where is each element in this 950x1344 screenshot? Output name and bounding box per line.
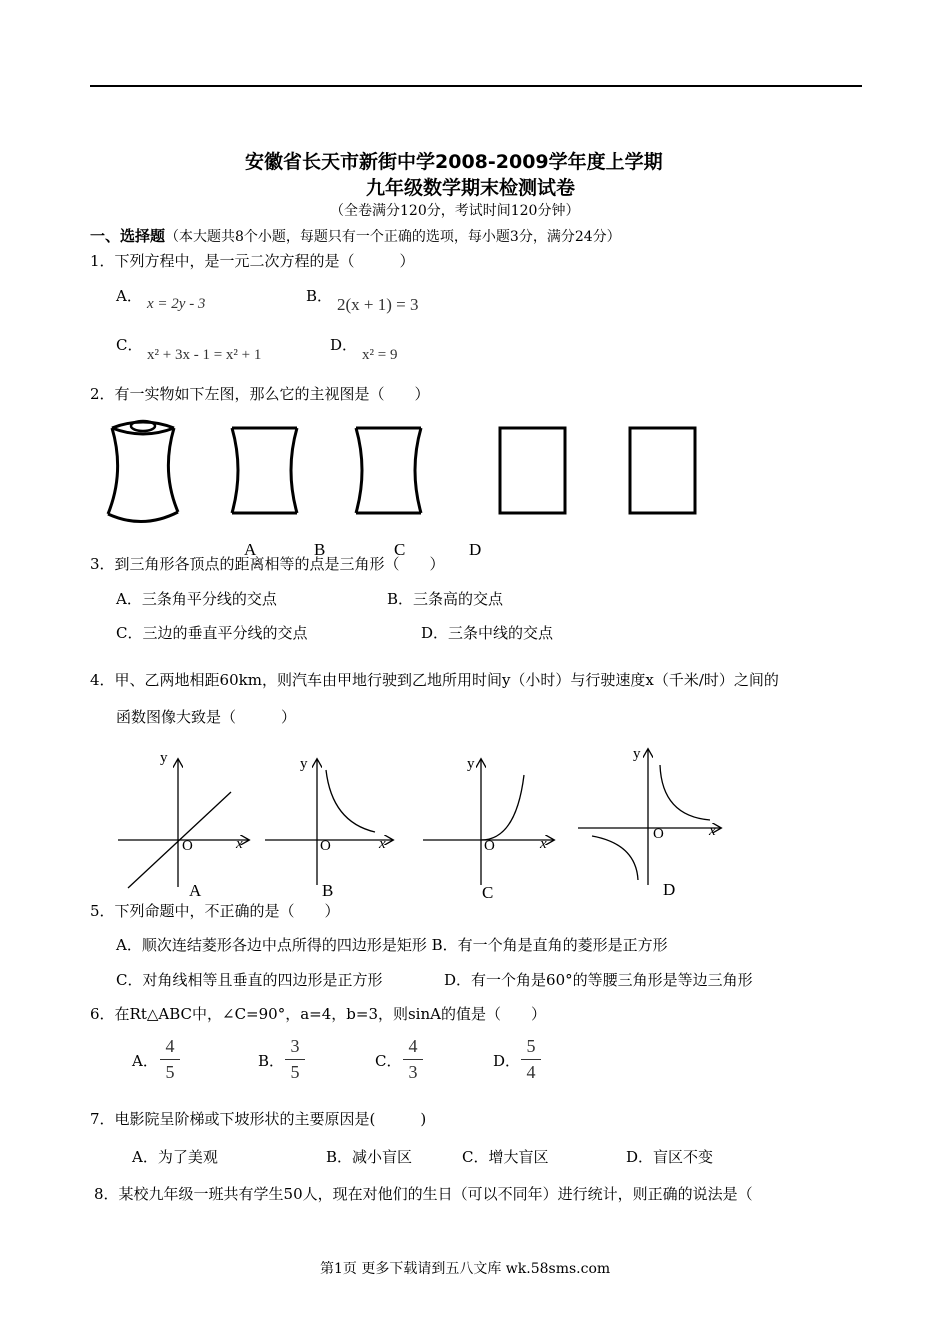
- q6-c-fraction: [403, 1036, 423, 1083]
- q3-option-b: B．三条高的交点: [387, 590, 504, 608]
- q4-b-x-label: x: [379, 836, 386, 852]
- q4-graphs: [0, 740, 950, 900]
- q1-d-label: D．: [330, 336, 358, 354]
- q3-option-d: D．三条中线的交点: [421, 624, 554, 642]
- q6-stem: 6．在Rt△ABC中，∠C=90°，a=4，b=3，则sinA的值是（ ）: [90, 1005, 546, 1023]
- q6-a-fraction: [160, 1036, 180, 1083]
- q2-object-figure: [108, 421, 178, 522]
- q1-a-label: A．: [116, 287, 142, 305]
- page-title: 安徽省长天市新街中学2008-2009学年度上学期: [245, 151, 663, 173]
- q4-graph-a: [118, 760, 248, 888]
- q2-label-b: B: [314, 540, 326, 559]
- q4-label-d: D: [663, 880, 676, 899]
- q6-c-label: C．: [375, 1052, 402, 1070]
- q2-label-d: D: [469, 540, 482, 559]
- q7-stem: 7．电影院呈阶梯或下坡形状的主要原因是( ): [90, 1110, 427, 1128]
- q6-d-label: D．: [493, 1052, 521, 1070]
- q6-c-den: 3: [408, 1062, 418, 1082]
- q6-d-fraction: [521, 1036, 541, 1083]
- q2-stem: 2．有一实物如下左图，那么它的主视图是（ ）: [90, 385, 430, 403]
- q6-a-num: 4: [165, 1036, 175, 1056]
- q6-d-num: 5: [526, 1036, 536, 1056]
- page-footer: 第1页 更多下载请到五八文库 wk.58sms.com: [320, 1261, 611, 1277]
- q4-label-a: A: [189, 881, 202, 900]
- q5-stem: 5．下列命题中，不正确的是（ ）: [90, 902, 340, 920]
- q2-option-c-figure: [500, 428, 565, 513]
- q6-a-den: 5: [165, 1062, 175, 1082]
- q4-c-x-label: x: [540, 836, 547, 852]
- q3-stem: 3．到三角形各顶点的距离相等的点是三角形（ ）: [90, 555, 445, 573]
- q4-stem-line2: 函数图像大致是（ ）: [116, 708, 297, 726]
- q4-a-x-label: x: [236, 836, 243, 852]
- q2-label-a: A: [244, 540, 257, 559]
- q7-option-a: A．为了美观: [132, 1148, 218, 1166]
- q1-stem: 1．下列方程中，是一元二次方程的是（ ）: [90, 252, 415, 270]
- q5-options-ab: A．顺次连结菱形各边中点所得的四边形是矩形 B．有一个角是直角的菱形是正方形: [116, 936, 668, 954]
- q1-b-expr: 2(x + 1) = 3: [337, 295, 419, 314]
- q3-option-c: C．三边的垂直平分线的交点: [116, 624, 308, 642]
- q1-c-expr: x² + 3x - 1 = x² + 1: [147, 347, 262, 363]
- q4-graph-d: [578, 750, 720, 885]
- q4-graph-b: [265, 760, 392, 885]
- q6-b-label: B．: [258, 1052, 285, 1070]
- q6-b-num: 3: [290, 1036, 300, 1056]
- q7-option-d: D．盲区不变: [626, 1148, 714, 1166]
- exam-info: （全卷满分120分，考试时间120分钟）: [330, 203, 580, 219]
- q1-a-expr: x = 2y - 3: [147, 296, 206, 312]
- q8-stem: 8．某校九年级一班共有学生50人，现在对他们的生日（可以不同年）进行统计，则正确的说法是（: [94, 1185, 753, 1203]
- q6-b-den: 5: [290, 1062, 300, 1082]
- q6-d-den: 4: [526, 1062, 536, 1082]
- q2-option-b-figure: [356, 428, 421, 513]
- q5-option-c: C．对角线相等且垂直的四边形是正方形: [116, 971, 383, 989]
- q7-option-b: B．减小盲区: [326, 1148, 413, 1166]
- q4-c-origin: O: [484, 838, 495, 854]
- q4-b-y-label: y: [300, 756, 308, 772]
- section-heading-line: [90, 225, 621, 246]
- q4-label-c: C: [482, 883, 494, 902]
- q4-a-y-label: y: [160, 750, 168, 766]
- q4-d-origin: O: [653, 826, 664, 842]
- q1-d-expr: x² = 9: [362, 347, 398, 363]
- q1-c-label: C．: [116, 336, 143, 354]
- q4-d-x-label: x: [709, 823, 716, 839]
- page-subtitle: 九年级数学期末检测试卷: [366, 177, 576, 199]
- q4-b-origin: O: [320, 838, 331, 854]
- q2-option-a-figure: [232, 428, 297, 513]
- q4-stem-line1: 4．甲、乙两地相距60km，则汽车由甲地行驶到乙地所用时间y（小时）与行驶速度x（千米/时）之间的: [90, 671, 779, 689]
- q1-b-label: B．: [306, 287, 333, 305]
- q2-option-d-figure: [630, 428, 695, 513]
- q6-b-fraction: [285, 1036, 305, 1083]
- top-rule: [90, 85, 862, 87]
- q2-label-c: C: [394, 540, 406, 559]
- q4-label-b: B: [322, 881, 334, 900]
- q7-option-c: C．增大盲区: [462, 1148, 549, 1166]
- section-note: （本大题共8个小题，每题只有一个正确的选项，每小题3分，满分24分）: [165, 229, 621, 245]
- section-heading: 一、选择题: [90, 227, 166, 245]
- q4-graph-c: [423, 760, 553, 885]
- q4-a-origin: O: [182, 838, 193, 854]
- q6-a-label: A．: [132, 1052, 158, 1070]
- q6-c-num: 4: [408, 1036, 418, 1056]
- q5-option-d: D．有一个角是60°的等腰三角形是等边三角形: [444, 971, 753, 989]
- q3-option-a: A．三条角平分线的交点: [116, 590, 277, 608]
- q4-d-y-label: y: [633, 746, 641, 762]
- q4-c-y-label: y: [467, 756, 475, 772]
